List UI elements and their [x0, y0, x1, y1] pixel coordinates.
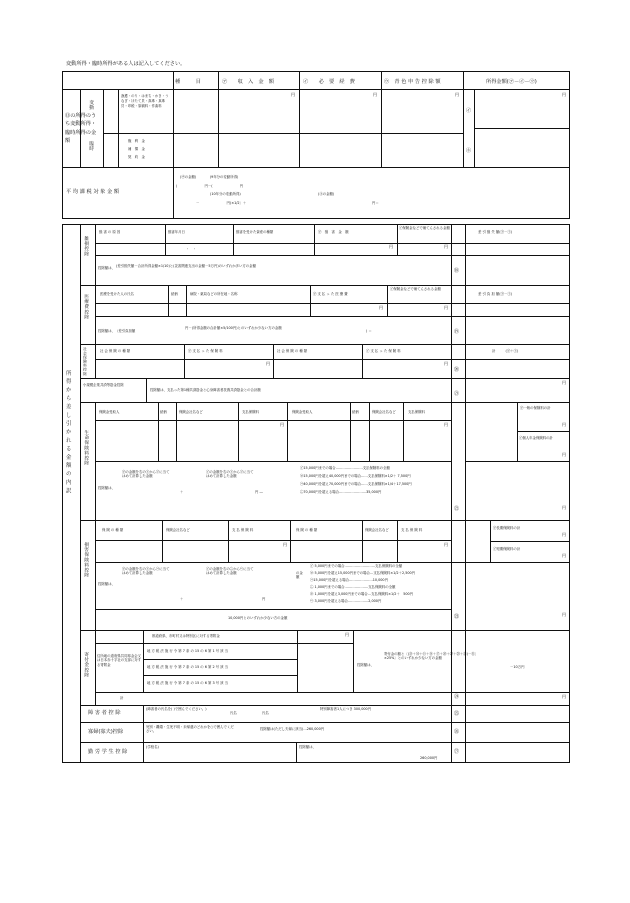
kafu-label: 寡婦(寡夫)控除	[88, 729, 124, 735]
mark-ku: ㋑	[466, 108, 472, 114]
col-expense: ㋑ 必 要 経 費	[303, 79, 355, 85]
hendo-label: 変動	[88, 100, 94, 111]
side-title: 所得から差し引かれる金額の内訳	[64, 370, 71, 496]
shokibo-label: 小規模企業共済等掛金控除	[83, 383, 124, 387]
iryo-label: 医療費控除	[83, 294, 89, 320]
col-shotoku: 所得金額(㋐－㋑－㋒)	[486, 79, 537, 85]
kifu-label: 寄付金控除	[83, 652, 89, 678]
rinji-item-1: 権 利 金	[128, 139, 145, 143]
zasson-label: 雑損控除	[83, 236, 89, 257]
col-income: ㋐ 収 入 金 額	[222, 79, 274, 85]
shakai-label: 社会保険料控除	[83, 347, 88, 376]
rinji-item-2: 補 償 金	[128, 147, 145, 151]
hendo-items: 漁獲・のり・はまち・かき・うなぎ・ほたて貝・真珠・真珠貝・印税・原稿料・作曲料	[121, 94, 169, 108]
heikin-label: 平 均 課 税 対 象 金 額	[66, 189, 120, 195]
deduction-table	[62, 224, 570, 796]
rinji-label: 臨時	[88, 141, 94, 152]
kinro-label: 勤 労 学 生 控 除	[88, 749, 128, 755]
seimei-label: 生命保険料控除	[83, 430, 89, 466]
rinji-item-3: 契 約 金	[128, 155, 145, 159]
col-blue-deduction: ㋒ 青 色 申 告 控 除 額	[384, 79, 441, 85]
hendo-left-label: ⑬の所得のうち変動所得・臨時所得の金額	[65, 113, 97, 144]
mark-ne: ㋧	[466, 148, 472, 154]
shogai-label: 障 害 者 控 除	[88, 710, 121, 716]
sonpo-label: 損害保険料控除	[83, 542, 89, 578]
header-note: 変動所得・臨時所得がある人は記入してください。	[66, 61, 186, 67]
col-kind: 種 目	[175, 79, 201, 85]
